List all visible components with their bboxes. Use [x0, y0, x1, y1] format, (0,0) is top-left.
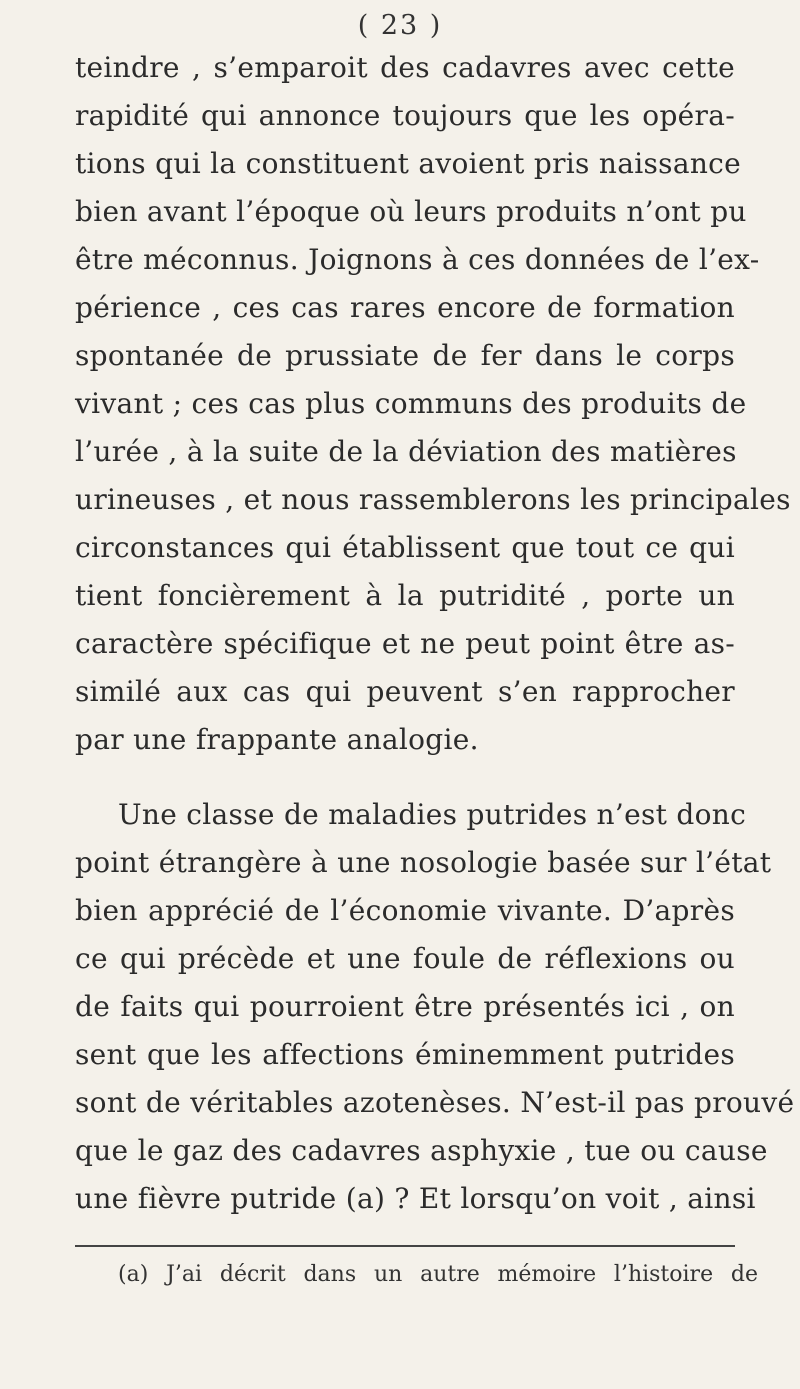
text-line: spontanée de prussiate de fer dans le corps — [75, 339, 735, 372]
text-line: l’urée , à la suite de la déviation des matières — [75, 435, 737, 468]
text-line: Une classe de maladies putrides n’est donc — [118, 798, 747, 831]
text-line: sont de véritables azotenèses. N’est-il pas prouvé — [75, 1086, 795, 1119]
text-line: que le gaz des cadavres asphyxie , tue ou cause — [75, 1134, 768, 1167]
text-line: sent que les affections éminemment putrides — [75, 1038, 735, 1071]
text-line: bien avant l’époque où leurs produits n’ont pu — [75, 195, 747, 228]
text-line: circonstances qui établissent que tout ce qui — [75, 531, 735, 564]
text-line: de faits qui pourroient être présentés ici , on — [75, 990, 735, 1023]
text-line: urineuses , et nous rassemblerons les principales — [75, 483, 791, 516]
text-line: par une frappante analogie. — [75, 723, 479, 756]
text-line: teindre , s’emparoit des cadavres avec cette — [75, 51, 735, 84]
page-number: ( 23 ) — [357, 10, 443, 41]
text-line: vivant ; ces cas plus communs des produits de — [75, 387, 747, 420]
footnote-divider — [75, 1245, 735, 1247]
text-line: tient foncièrement à la putridité , porte un — [75, 579, 735, 612]
text-line: être méconnus. Joignons à ces données de l’ex- — [75, 243, 760, 276]
text-line: similé aux cas qui peuvent s’en rapprocher — [75, 675, 735, 708]
text-line: point étrangère à une nosologie basée sur l’état — [75, 846, 772, 879]
text-line: bien apprécié de l’économie vivante. D’après — [75, 894, 735, 927]
text-line: rapidité qui annonce toujours que les opéra- — [75, 99, 735, 132]
text-line: caractère spécifique et ne peut point être as- — [75, 627, 735, 660]
footnote: (a) J’ai décrit dans un autre mémoire l’histoire de — [118, 1262, 758, 1287]
text-line: une fièvre putride (a) ? Et lorsqu’on voit , ainsi — [75, 1182, 756, 1215]
text-line: périence , ces cas rares encore de formation — [75, 291, 735, 324]
text-line: ce qui précède et une foule de réflexions ou — [75, 942, 735, 975]
text-line: tions qui la constituent avoient pris naissance — [75, 147, 742, 180]
